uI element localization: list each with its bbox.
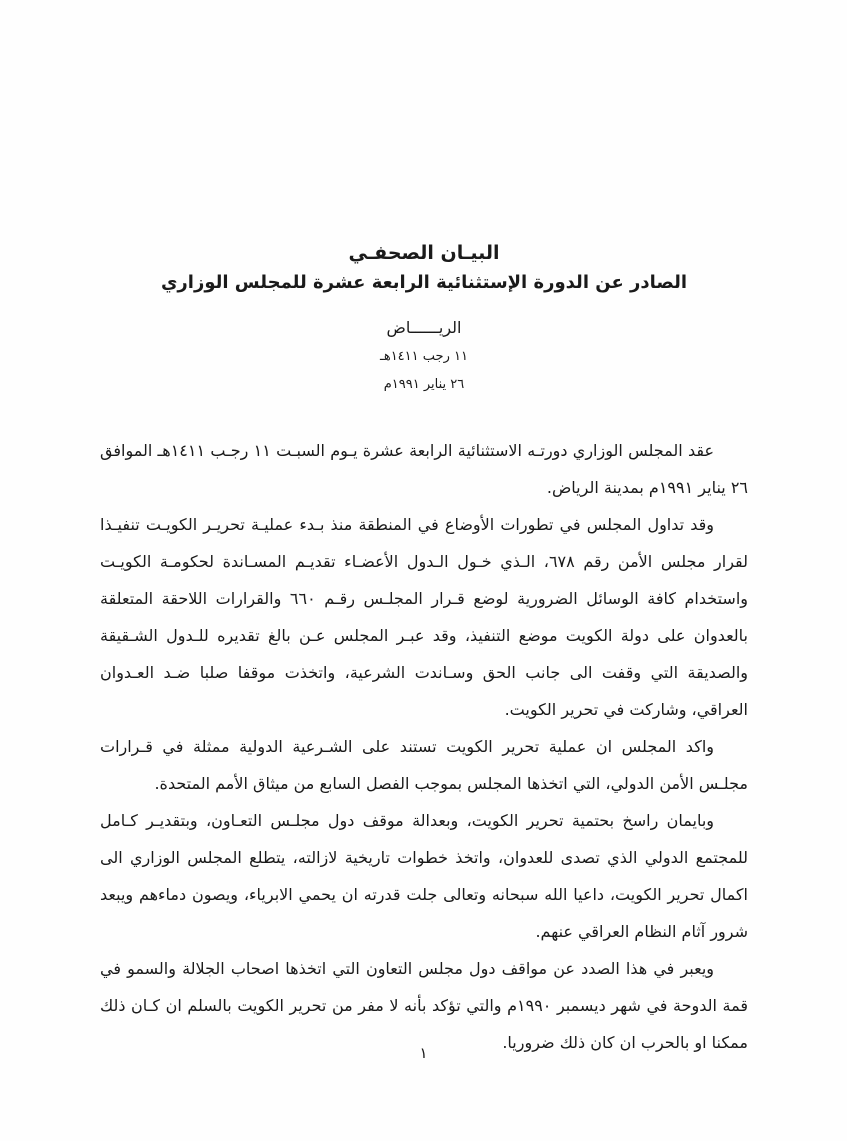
document-subtitle: الصادر عن الدورة الإستثنائية الرابعة عشرة للمجلس الوزاري — [160, 272, 688, 294]
document-content — [100, 238, 748, 1061]
meta-block — [100, 313, 748, 398]
gregorian-date: ٢٦ يناير ١٩٩١م — [383, 376, 465, 392]
page-number: ١ — [419, 1044, 428, 1062]
paragraph: عقد المجلس الوزاري دورتـه الاستثنائية الرابعة عشرة يـوم السبـت ١١ رجـب ١٤١١هـ الموافق ٢٦ يناير ١٩٩١م بمدينة الرياض. — [100, 440, 748, 497]
title-block — [100, 238, 748, 299]
paragraph: واكد المجلس ان عملية تحرير الكويت تستند على الشـرعية الدولية ممثلة في قـرارات مجلـس الأمن الدولي، التي اتخذها المجلس بموجب الفصل السابع من ميثاق الأمم المتحدة. — [100, 736, 748, 793]
document-title: البيـان الصحفـي — [348, 242, 500, 264]
paragraph: ويعبر في هذا الصدد عن مواقف دول مجلس التعاون التي اتخذها اصحاب الجلالة والسمو في قمة الدوحة في شهر ديسمبر ١٩٩٠م والتي تؤكد بأنه لا مفر من تحرير الكويت بالسلم ان كـان ذلك ممكنا او بالحرب ان كان ذلك ضروريا. — [100, 958, 748, 1052]
paragraph: وقد تداول المجلس في تطورات الأوضاع في المنطقة منذ بـدء عمليـة تحريـر الكويـت تنفيـذا لقرار مجلس الأمن رقم ٦٧٨، الـذي خـول الـدول الأعضـاء تقديـم المسـاندة لحكومـة الكويـت واستخدام كافة الوسائل الضرورية لوضع قـرار المجلـس رقـم ٦٦٠ والقرارات اللاحقة المتعلقة بالعدوان على دولة الكويت موضع التنفيذ، وقد عبـر المجلس عـن بالغ تقديره للـدول الشـقيقة والصديقة التي وقفت الى جانب الحق وسـاندت الشرعية، واتخذت موقفا صلبا ضـد العـدوان العراقي، وشاركت في تحرير الكويت. — [100, 514, 749, 719]
paragraph: وبايمان راسخ بحتمية تحرير الكويت، وبعدالة موقف دول مجلـس التعـاون، وبتقديـر كـامل للمجتمع الدولي الذي تصدى للعدوان، واتخذ خطوات تاريخية لازالته، يتطلع المجلس الوزاري الى اكمال تحرير الكويت، داعيا الله سبحانه وتعالى جلت قدرته ان يحمي الابرياء، ويصون دماءهم ويبعد شرور آثام النظام العراقي عنهم. — [100, 810, 748, 941]
body-text — [100, 432, 748, 1061]
location-line: الريــــــاض — [386, 317, 462, 337]
hijri-date: ١١ رجب ١٤١١هـ — [380, 349, 468, 365]
